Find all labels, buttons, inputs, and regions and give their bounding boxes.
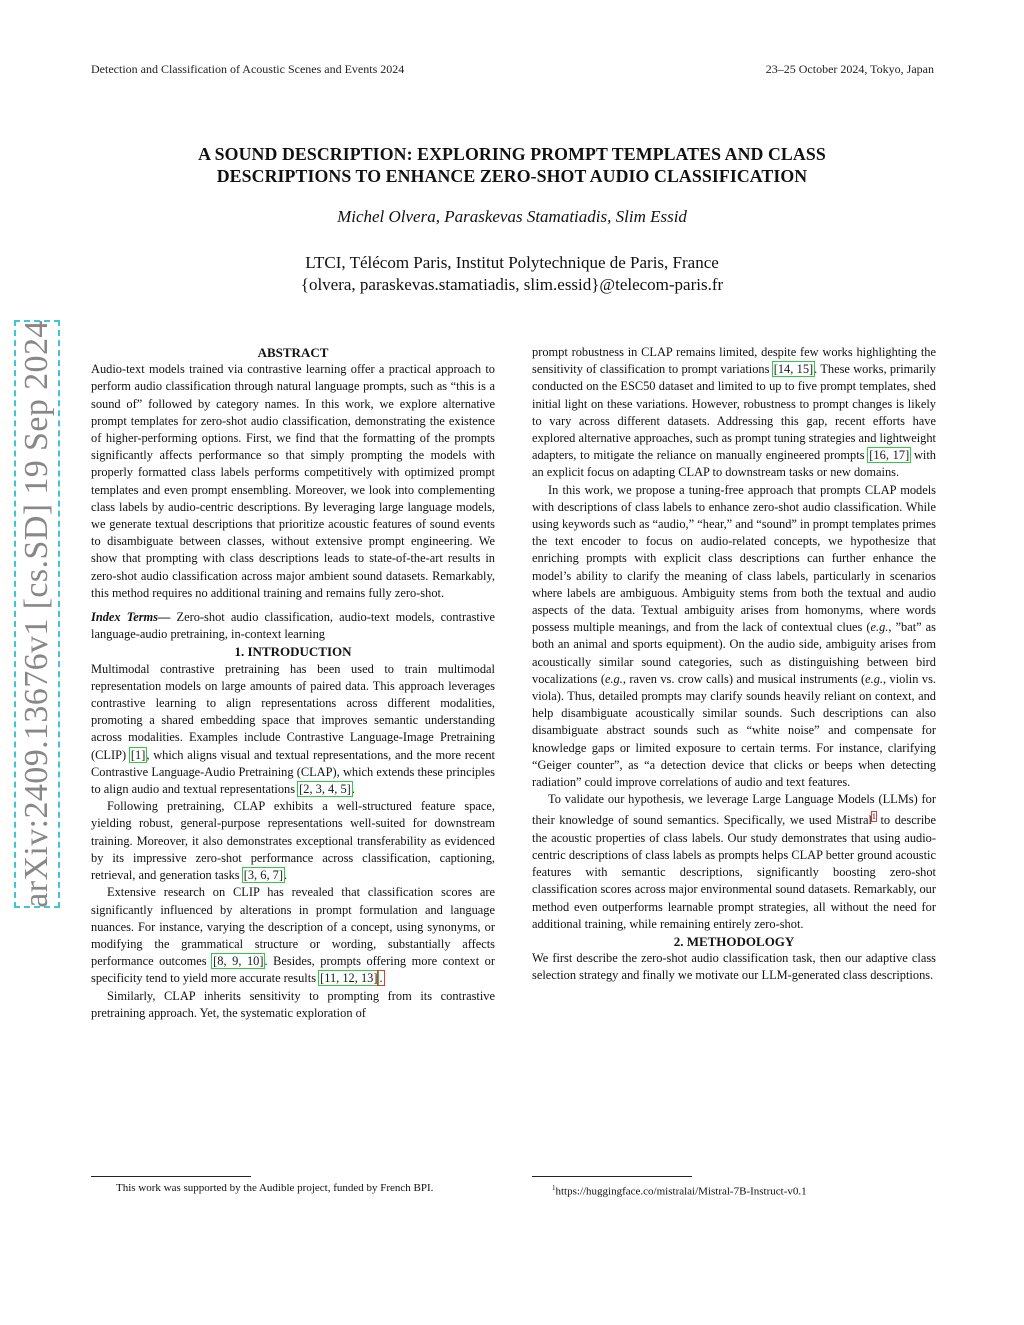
right-paragraph-1 [532,344,936,482]
citation-link[interactable]: [8, 9, 10] [213,954,264,969]
abstract-heading: ABSTRACT [257,345,329,360]
right-paragraph-2 [532,482,936,792]
index-terms [91,609,495,643]
citation-link[interactable]: [3, 6, 7] [243,868,283,883]
eg-italic: e.g. [604,671,623,686]
right-p1-end: with an explicit focus on adapting CLAP to downstream tasks or new domains. [532,448,936,480]
intro-p2-text: Following pretraining, CLAP exhibits a well-structured feature space, yielding robust, general-purpose representations well-suited for downstream training. Moreover, it also demonstrates exceptional transferability as evidenced by its impressive zero-shot performance across classification, captioning, retrieval, and generation tasks [91,799,495,883]
running-head-right: 23–25 October 2024, Tokyo, Japan [765,62,934,76]
intro-p2-end: . [283,868,288,883]
citation-link-highlight[interactable]: . [379,971,383,986]
right-p2-text-a: In this work, we propose a tuning-free approach that prompts CLAP models with descriptions of class labels to enhance zero-shot audio classification. While using keywords such as “audio,” “hear,” and “sound” in prompt templates primes the text encoder to focus on audio-related concepts, we hypothesize that enriching prompts with explicit class descriptions can further enhance the model’s ability to clarify the meaning of class labels, particularly in scenarios where labels are ambiguous. Ambiguity stems from both the textual and audio aspects of the data. Textual ambiguity arises from homonyms, where words possess multiple meanings, and from the lack of contextual clues ( [532,482,936,635]
footnote-url [552,1181,807,1199]
title-line-2: DESCRIPTIONS TO ENHANCE ZERO-SHOT AUDIO CLASSIFICATION [216,166,808,186]
right-p1-text-b: . These works, primarily conducted on the ESC50 dataset and limited to up to five prompt templates, shed initial light on these variations. However, robustness to prompt changes is likely to vary across different datasets. Addressing this gap, recent efforts have explored alternative approaches, such as prompt tuning strategies and lightweight adapters, to mitigate the reliance on manually engineered prompts [532,362,937,463]
right-column [532,344,936,985]
eg-italic: e.g. [865,671,883,686]
arxiv-id: arXiv:2409.13676v1 [cs.SD] 19 Sep 2024 [18,320,55,908]
authors: Michel Olvera, Paraskevas Stamatiadis, Slim Essid [337,207,687,226]
right-p2-text-b: , ”bat” as both an animal and sports equipment). On the audio side, ambiguity arises from acoustically similar sound categories, such as distinguishing between bird vocalizations ( [532,620,936,686]
intro-p3-text-a: Extensive research on CLIP has revealed that classification scores are significantly influenced by alterations in prompt formulation and language nuances. For instance, varying the description of a concept, using synonyms, or modifying the grammatical structure or wording, substantially affects performance outcomes [91,885,495,969]
footnote-divider-right [532,1176,692,1177]
affiliation-line-1: LTCI, Télécom Paris, Institut Polytechnique de Paris, France [305,253,719,272]
citation-link[interactable]: [14, 15] [773,362,814,377]
left-column [91,344,495,1022]
intro-p1-text-a: Multimodal contrastive pretraining has been used to train multimodal representation models on large amounts of paired data. This approach leverages contrastive learning to align representations across different modalities, promoting a shared embedding space that improves semantic understanding across modalities. Examples include Contrastive Language-Image Pretraining (CLIP) [91,661,495,762]
right-p2-text-c: , raven vs. crow calls) and musical instruments ( [622,671,866,686]
affiliation [100,252,924,296]
methodology-heading: 2. METHODOLOGY [673,934,795,950]
right-paragraph-3 [532,791,936,933]
paper-title [100,143,924,187]
citation-link[interactable]: [1] [130,747,146,762]
title-block [100,143,924,296]
intro-paragraph-2 [91,798,495,884]
affiliation-emails: {olvera, paraskevas.stamatiadis, slim.essid}@telecom-paris.fr [300,275,724,294]
intro-paragraph-3 [91,884,495,987]
arxiv-stamp[interactable] [14,320,60,908]
right-p3-text-b: to describe the acoustic properties of class labels. Our study demonstrates that using audio-centric descriptions of class labels as prompts helps CLAP better ground acoustic features with semantic descriptions, significantly boosting zero-shot classification scores across major environmental sound datasets. Remarkably, our method even outperforms learnable prompt strategies, all without the need for additional training, while remaining entirely zero-shot. [532,813,936,931]
intro-p3-text-b: . Besides, prompts offering more context or specificity tend to yield more accurate results [91,954,495,986]
index-terms-text: Zero-shot audio classification, audio-text models, contrastive language-audio pretraining, in-context learning [91,610,495,642]
citation-link[interactable]: [11, 12, 13] [320,971,378,986]
right-p3-text-a: To validate our hypothesis, we leverage Large Language Models (LLMs) for their knowledge of sound semantics. Specifically, we used Mistral [532,792,936,828]
citation-link[interactable]: [16, 17] [869,448,910,463]
footnote-marker-link[interactable]: 1 [871,812,876,822]
eg-italic: e.g. [870,620,889,635]
footnote-url-link[interactable]: https://huggingface.co/mistralai/Mistral-7B-Instruct-v0.1 [555,1185,807,1198]
intro-p1-text-b: , which aligns visual and textual representations, and the more recent Contrastive Language-Audio Pretraining (CLAP), which extends these principles to align audio and textual representations [91,747,495,797]
right-p1-text-a: prompt robustness in CLAP remains limited, despite few works highlighting the sensitivity of classification to prompt variations [532,345,936,377]
methodology-paragraph-1: We first describe the zero-shot audio classification task, then our adaptive class selection strategy and finally we motivate our LLM-generated class descriptions. [532,951,936,983]
index-terms-label: Index Terms— [91,610,171,625]
abstract-text: Audio-text models trained via contrastive learning offer a practical approach to perform audio classification through natural language prompts, such as “this is a sound of” followed by category names. In this work, we explore alternative prompt templates for zero-shot audio classification, demonstrating the existence of higher-performing options. First, we find that the formatting of the prompts significantly affects performance so that simply prompting the models with properly formatted class labels performs competitively with optimized prompt templates and even prompt ensembling. Moreover, we look into complementing class labels by audio-centric descriptions. By leveraging large language models, we generate textual descriptions that prioritize acoustic features of sound events to disambiguate between classes, without extensive prompt engineering. We show that prompting with class descriptions leads to state-of-the-art results in zero-shot audio classification across major ambient sound datasets. Remarkably, this method requires no additional training and remains fully zero-shot. [91,362,495,600]
title-line-1: A SOUND DESCRIPTION: EXPLORING PROMPT TEMPLATES AND CLASS [198,144,826,164]
citation-link[interactable]: [2, 3, 4, 5] [299,782,351,797]
intro-paragraph-1 [91,661,495,799]
intro-paragraph-4: Similarly, CLAP inherits sensitivity to prompting from its contrastive pretraining approach. Yet, the systematic exploration of [91,988,495,1020]
intro-p1-end: . [351,782,355,797]
footnote-number: 1 [552,1184,556,1192]
right-p2-text-d: , violin vs. viola). Thus, detailed prompts may clarify sounds heavily reliant on context, and help disambiguate acoustically similar sounds. Such descriptions can also disambiguate abstract sounds such as “white noise” and compensate for knowledge gaps or limited exposure to certain terms. For instance, clarifying “Geiger counter”, as “a detection device that clicks or beeps when detecting radiation” could improve correlations of audio and text features. [532,671,936,790]
running-head-left: Detection and Classification of Acoustic Scenes and Events 2024 [91,62,405,76]
footnote-divider-left [91,1176,251,1177]
intro-heading: 1. INTRODUCTION [234,644,352,660]
footnote-funding: This work was supported by the Audible project, funded by French BPI. [116,1182,434,1194]
